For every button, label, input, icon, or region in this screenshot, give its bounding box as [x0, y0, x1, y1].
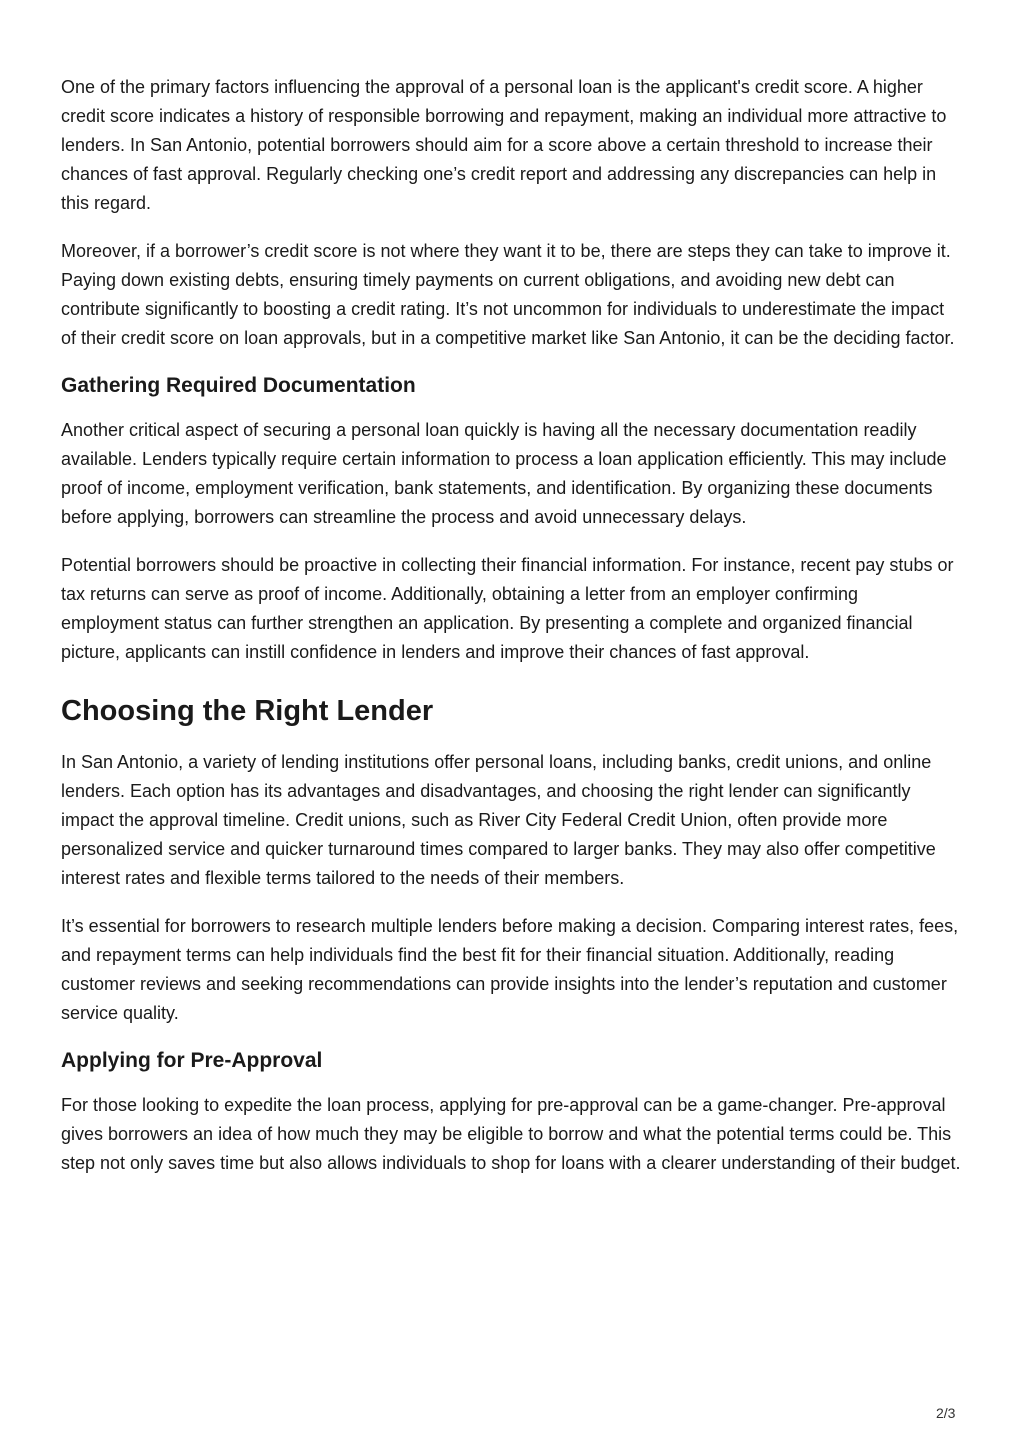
paragraph-pre-approval: For those looking to expedite the loan process, applying for pre-approval can be a game-changer. Pre-approval gives borrowers an idea of how much they may be eligible to borrow and what the potential terms could be. This step not only saves time but also allows individuals to shop for loans with a clearer understanding of their budget. [61, 1095, 961, 1173]
paragraph-documentation: Another critical aspect of securing a personal loan quickly is having all the necessary documentation readily available. Lenders typically require certain information to process a loan application efficiently. This may include proof of income, employment verification, bank statements, and identification. By organizing these documents before applying, borrowers can streamline the process and avoid unnecessary delays. [61, 420, 947, 527]
heading-gathering-documentation: Gathering Required Documentation [61, 374, 416, 397]
paragraph-improve-credit: Moreover, if a borrower’s credit score is not where they want it to be, there are steps they can take to improve it. Paying down existing debts, ensuring timely payments on current obligations, and avoiding new debt can contribute significantly to boosting a credit rating. It’s not uncommon for individuals to underestimate the impact of their credit score on loan approvals, but in a competitive market like San Antonio, it can be the deciding factor. [61, 241, 955, 348]
paragraph-lending-institutions: In San Antonio, a variety of lending institutions offer personal loans, including banks, credit unions, and online lenders. Each option has its advantages and disadvantages, and choosing the right lender can significantly impact the approval timeline. Credit unions, such as River City Federal Credit Union, often provide more personalized service and quicker turnaround times compared to larger banks. They may also offer competitive interest rates and flexible terms tailored to the needs of their members. [61, 752, 936, 888]
paragraph-credit-score: One of the primary factors influencing the approval of a personal loan is the applicant's credit score. A higher credit score indicates a history of responsible borrowing and repayment, making an individual more attractive to lenders. In San Antonio, potential borrowers should aim for a score above a certain threshold to increase their chances of fast approval. Regularly checking one’s credit report and addressing any discrepancies can help in this regard. [61, 77, 947, 213]
article-body [61, 73, 961, 1197]
heading-pre-approval: Applying for Pre-Approval [61, 1049, 323, 1072]
page-number: 2/3 [936, 1405, 956, 1421]
paragraph-research-lenders: It’s essential for borrowers to research multiple lenders before making a decision. Comparing interest rates, fees, and repayment terms can help individuals find the best fit for their financial situation. Additionally, reading customer reviews and seeking recommendations can provide insights into the lender’s reputation and customer service quality. [61, 916, 959, 1023]
heading-choosing-lender: Choosing the Right Lender [61, 695, 434, 727]
paragraph-financial-information: Potential borrowers should be proactive in collecting their financial information. For instance, recent pay stubs or tax returns can serve as proof of income. Additionally, obtaining a letter from an employer confirming employment status can further strengthen an application. By presenting a complete and organized financial picture, applicants can instill confidence in lenders and improve their chances of fast approval. [61, 555, 954, 662]
